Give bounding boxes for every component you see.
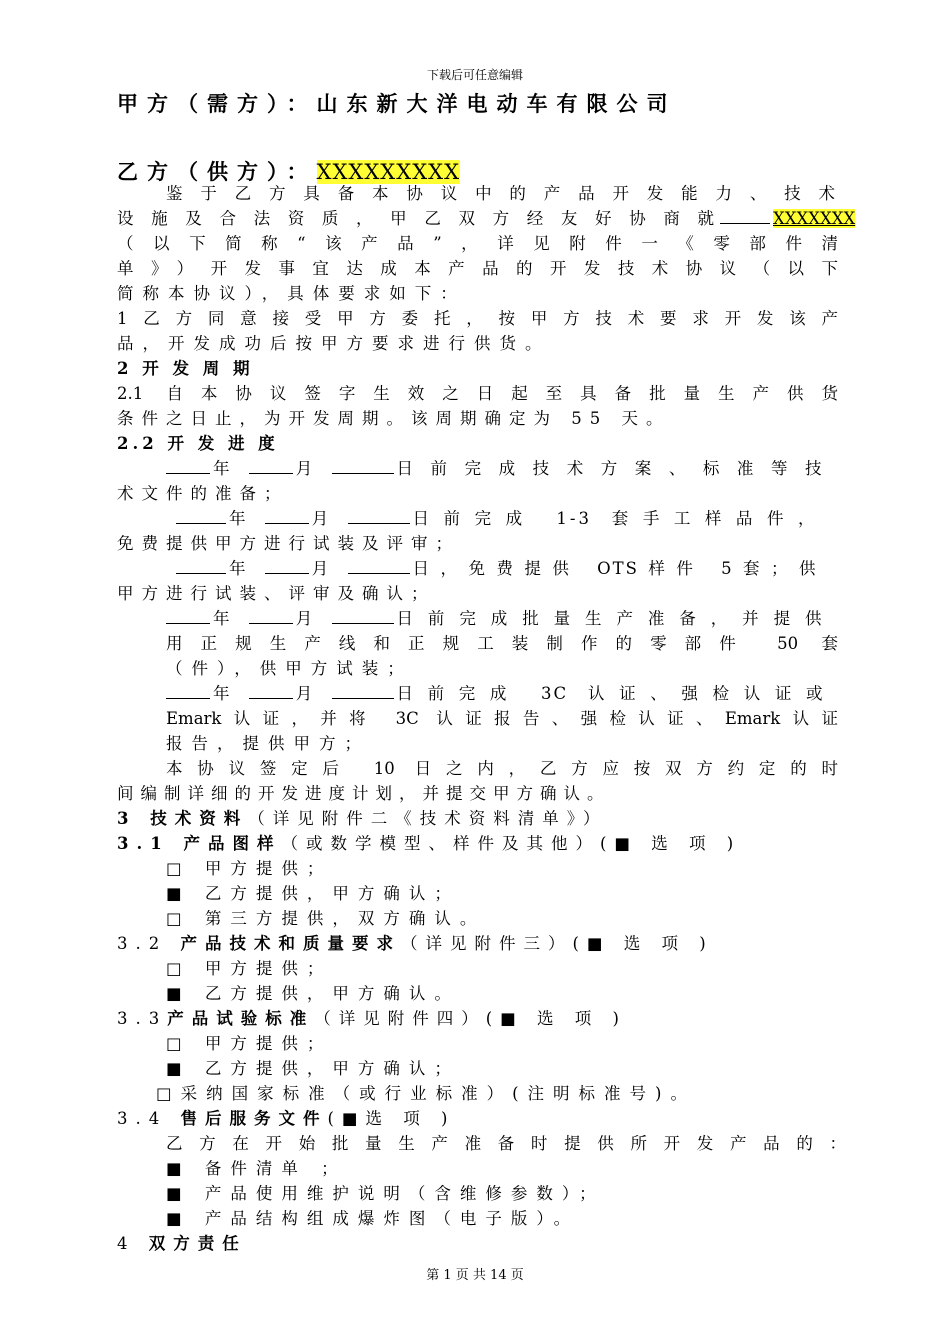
s3-heading-rest: （详见附件二《技术资料清单》） — [248, 809, 608, 828]
s3-heading — [117, 807, 607, 831]
s21-line-2: 条件之日止，为开发周期。该周期确定为 55 天。 — [117, 409, 671, 428]
progress-4-line-3: （件），供甲方试装； — [166, 659, 413, 678]
progress-6-line-1: 本协议签定后 10 日之内，乙方应按双方约定的时 — [166, 759, 838, 778]
blank-line — [332, 607, 394, 624]
blank-line — [166, 682, 210, 699]
s22-heading: 2.2 开 发 进 度 — [117, 434, 279, 453]
blank-line — [720, 207, 770, 224]
s31-heading-rest: （或数学模型、样件及其他）(■ 选 项 ) — [281, 834, 742, 853]
progress-3-line-2: 甲方进行试装、评审及确认； — [117, 584, 436, 603]
s33-heading-bold: 产品试验标准 — [167, 1009, 315, 1028]
progress-2-line-2: 免费提供甲方进行试装及评审； — [117, 534, 460, 553]
party-b-name: XXXXXXXXX — [316, 160, 461, 184]
s34-option-1: ■ 备件清单 ； — [166, 1159, 347, 1178]
intro-line-2 — [117, 207, 857, 231]
intro-line-1: 鉴于乙方具备本协议中的产品开发能力、技术 — [166, 184, 838, 203]
s32-heading-rest: （详见附件三）(■ 选 项 ) — [401, 934, 714, 953]
blank-line — [249, 457, 293, 474]
progress-2-line-1 — [176, 507, 838, 531]
s4-number: 4 — [117, 1234, 149, 1253]
s33-number: 3.3 — [117, 1009, 168, 1028]
blank-line — [332, 457, 394, 474]
progress-3-text: 日，免费提供 OTS样件 5套；供 — [412, 559, 818, 578]
blank-line — [166, 457, 210, 474]
intro-line-3: （以下简称“该产品”，详见附件一《零部件清 — [117, 234, 838, 253]
progress-3-line-1 — [176, 557, 838, 581]
s32-option-1: □ 甲方提供； — [166, 959, 333, 978]
progress-5-line-2: Emark认证，并将 3C 认证报告、强检认证、Emark认证 — [166, 709, 838, 728]
s33-heading — [117, 1007, 627, 1031]
month-label: 月 — [295, 459, 313, 478]
progress-1-line-1 — [166, 457, 838, 481]
s1-line-1: 1乙方同意接受甲方委托，按甲方技术要求开发该产 — [117, 309, 838, 328]
intro-line-4: 单》）开发事宜达成本产品的开发技术协议（以下 — [117, 259, 838, 278]
product-name: XXXXXXX — [773, 209, 856, 228]
s34-heading-rest: (■选 项 ) — [327, 1109, 456, 1128]
party-a-line: 甲方（需方）：山东新大洋电动车有限公司 — [117, 91, 677, 116]
month-label: 月 — [311, 509, 329, 528]
month-label: 月 — [295, 609, 313, 628]
year-label: 年 — [229, 559, 246, 578]
s21-line-1: 2.1 自本协议签字生效之日起至具备批量生产供货 — [117, 384, 838, 403]
s31-option-3: □ 第三方提供，双方确认。 — [166, 909, 486, 928]
s2-heading: 2 开 发 周 期 — [117, 359, 254, 378]
s34-heading — [117, 1107, 455, 1131]
blank-line — [265, 557, 309, 574]
header-note: 下载后可任意编辑 — [426, 68, 523, 82]
s33-option-3: □采纳国家标准（或行业标准）(注明标准号)。 — [156, 1084, 696, 1103]
s33-heading-rest: （详见附件四）(■ 选 项 ) — [314, 1009, 627, 1028]
year-label: 年 — [213, 609, 230, 628]
s34-intro: 乙方在开始批量生产准备时提供所开发产品的： — [166, 1134, 846, 1153]
blank-line — [166, 607, 210, 624]
s34-option-3: ■ 产品结构组成爆炸图（电子版）。 — [166, 1209, 580, 1228]
blank-line — [249, 607, 293, 624]
s3-heading-bold: 3 技术资料 — [117, 809, 249, 828]
blank-line — [249, 682, 293, 699]
s31-option-2: ■ 乙方提供，甲方确认； — [166, 884, 460, 903]
progress-1-text: 日前完成技术方案、标准等技 — [396, 459, 825, 478]
year-label: 年 — [213, 684, 230, 703]
s33-option-2: ■ 乙方提供，甲方确认； — [166, 1059, 460, 1078]
progress-6-line-2: 间编制详细的开发进度计划，并提交甲方确认。 — [117, 784, 611, 803]
s31-option-1: □ 甲方提供； — [166, 859, 333, 878]
page-footer: 第 1 页 共 14 页 — [426, 1268, 524, 1283]
progress-4-line-2: 用正规生产线和正规工装制作的零部件 50 套 — [166, 634, 838, 653]
s1-line-2: 品，开发成功后按甲方要求进行供货。 — [117, 334, 551, 353]
blank-line — [176, 557, 226, 574]
progress-4-line-1 — [166, 607, 838, 631]
s32-number: 3.2 — [117, 934, 181, 953]
s32-heading-bold: 产品技术和质量要求 — [180, 934, 401, 953]
s4-heading — [117, 1232, 247, 1256]
progress-4-text: 日前完成批量生产准备，并提供 — [396, 609, 825, 628]
progress-5-text: 日前完成 3C 认证、强检认证或 — [396, 684, 825, 703]
intro-line-2-text: 设施及合法资质，甲乙双方经友好协商就 — [117, 209, 717, 228]
s32-option-2: ■ 乙方提供，甲方确认。 — [166, 984, 460, 1003]
s34-number: 3.4 — [117, 1109, 181, 1128]
month-label: 月 — [311, 559, 329, 578]
progress-5-line-3: 报告，提供甲方； — [166, 734, 370, 753]
s4-heading-bold: 双方责任 — [148, 1234, 247, 1253]
progress-1-line-2: 术文件的准备； — [117, 484, 289, 503]
s31-heading-bold: 3.1 产品图样 — [117, 834, 282, 853]
blank-line — [332, 682, 394, 699]
s33-option-1: □ 甲方提供； — [166, 1034, 333, 1053]
s32-heading — [117, 932, 714, 956]
s31-heading — [117, 832, 741, 856]
s34-option-2: ■ 产品使用维护说明（含维修参数）； — [166, 1184, 605, 1203]
party-b-label: 乙方（供方）： — [117, 159, 317, 184]
blank-line — [348, 507, 410, 524]
s34-heading-bold: 售后服务文件 — [180, 1109, 328, 1128]
month-label: 月 — [295, 684, 313, 703]
blank-line — [265, 507, 309, 524]
intro-line-5: 简称本协议），具体要求如下： — [117, 284, 466, 303]
progress-5-line-1 — [166, 682, 838, 706]
progress-2-text: 日前完成 1-3 套手工样品件， — [412, 509, 818, 528]
blank-line — [176, 507, 226, 524]
year-label: 年 — [213, 459, 230, 478]
year-label: 年 — [229, 509, 246, 528]
blank-line — [348, 557, 410, 574]
